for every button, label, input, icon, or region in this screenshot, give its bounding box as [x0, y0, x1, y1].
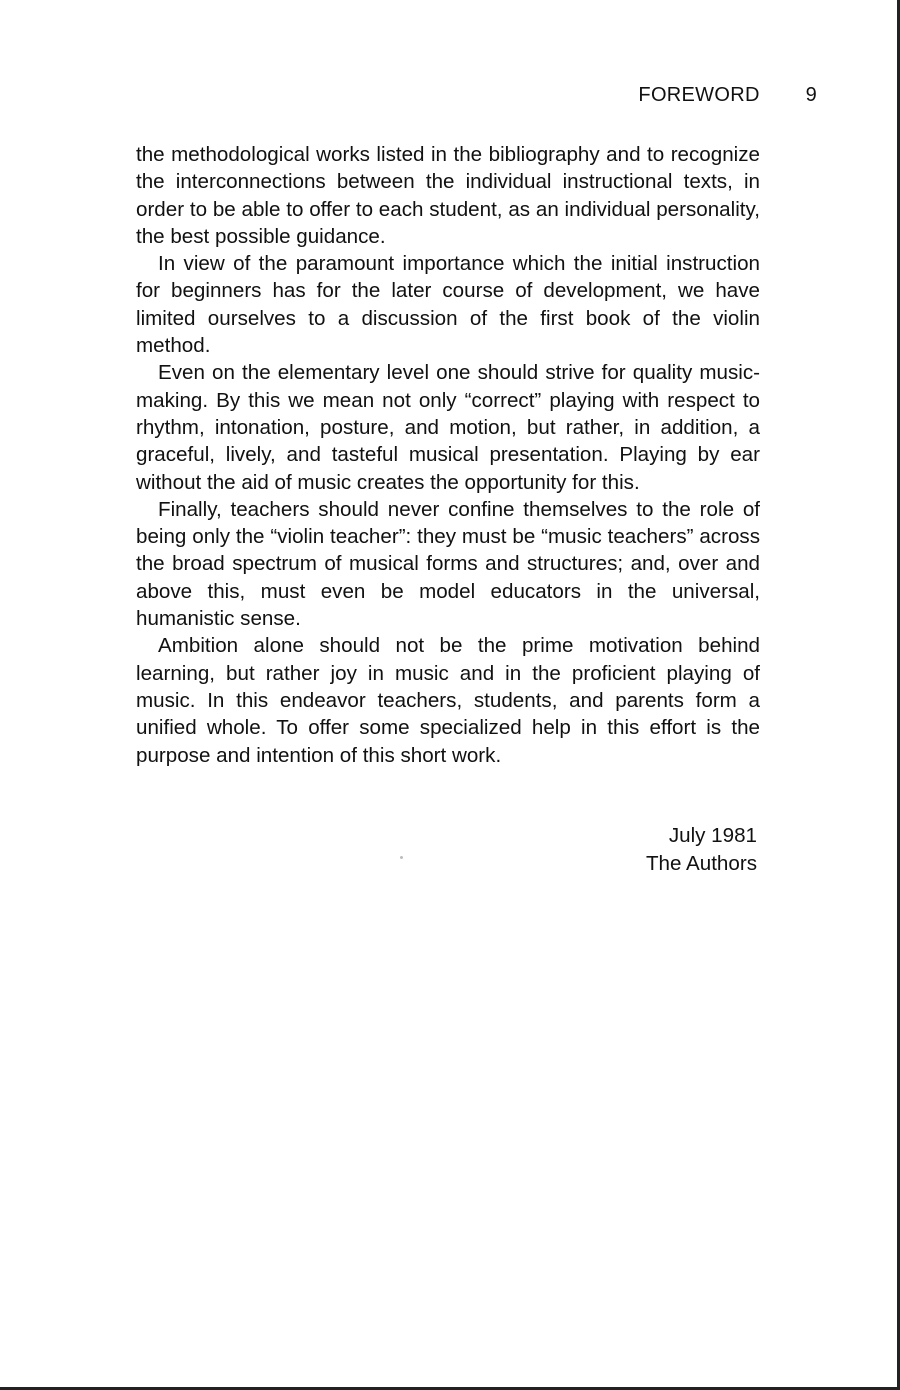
- scan-speck: [400, 856, 403, 859]
- signature-block: [646, 822, 757, 878]
- paragraph: In view of the paramount importance which the initial instruction for beginners has for the later course of development, we have limited ourselves to a discussion of the first book of the violin method.: [136, 252, 760, 358]
- page-number: 9: [805, 84, 817, 106]
- paragraph-continued: the methodological works listed in the bibliography and to recognize the interconnections between the individual instructional texts, in order to be able to offer to each student, as an individual personality, the best possible guidance.: [136, 143, 760, 248]
- body-text: [136, 141, 760, 769]
- paragraph: Even on the elementary level one should strive for quality music-making. By this we mean not only “correct” playing with respect to rhythm, intonation, posture, and motion, but rather, in addition, a graceful, lively, and tasteful musical presentation. Playing by ear without the aid of music creates the opportunity for this.: [136, 361, 760, 494]
- section-title: FOREWORD: [638, 84, 760, 106]
- paragraph: Finally, teachers should never confine themselves to the role of being only the “violin teacher”: they must be “music teachers” across the broad spectrum of musical forms and structures; and, over and above this, must even be model educators in the universal, humanistic sense.: [136, 497, 760, 631]
- signature-date: July 1981: [668, 824, 757, 847]
- paragraph: Ambition alone should not be the prime motivation behind learning, but rather joy in music and in the proficient playing of music. In this endeavor teachers, students, and parents form a unified whole. To offer some specialized help in this effort is the purpose and intention of this short work.: [136, 634, 760, 767]
- running-head: [638, 84, 817, 107]
- signature-author: The Authors: [645, 852, 757, 875]
